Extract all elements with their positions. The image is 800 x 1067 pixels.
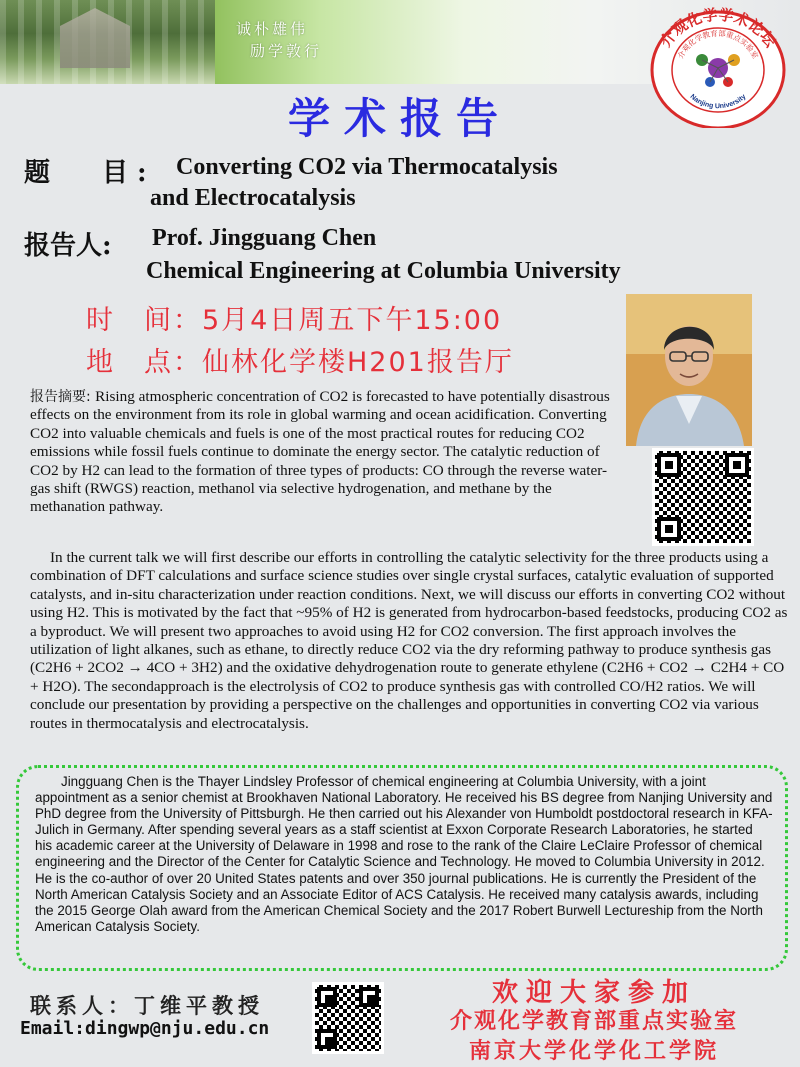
topic-label: 题 目 : [24,158,147,188]
qr-code-abstract [652,448,754,546]
abstract-text-1: Rising atmospheric concentration of CO2 is forecasted to have potentially disastrous effects on the environment from its role in global warming and ocean acidification. Converting CO2 into valuable chemicals and fuels is one of the most practical routes for reducing CO2 emissions while fossil fuels continue to dominate the energy sector. The catalytic reduction of CO2 by H2 can lead to the formation of three types of products: CO through the reverse water-gas shift (RWGS) reaction, methanol via selective hydrogenation, and methane by the methanation pathway. [30,388,610,516]
place-value: 仙林化学楼H201报告厅 [202,347,514,378]
campus-building-image [0,0,215,84]
time-row [86,298,502,337]
speaker-photo [626,294,752,446]
welcome-line-3: 南京大学化学化工学院 [468,1038,719,1064]
abstract-text-2: In the current talk we will first describe our efforts in controlling the catalytic selectivity for the three products using a combination of DFT calculations and surface science studies over single crystal surfaces, catalytic evaluation of supported catalysts, and in-situ characterization under reaction conditions. Next, we will discuss our efforts in converting CO2 without using H2. This is motivated by the fact that ~95% of H2 is generated from hydrocarbon-based feedstocks, producing CO2 as a byproduct. We will present two approaches to avoid using H2 for CO2 conversion. The first approach involves the utilization of light alkanes, such as ethane, to directly reduce CO2 via the dry reforming pathway to produce synthesis gas (C2H6 + 2CO2 → 4CO + 3H2) and the oxidative dehydrogenation route to generate ethylene (C2H6 + CO2 → C2H4 + CO + H2O). The secondapproach is the electrolysis of CO2 to produce synthesis gas with controlled CO/H2 ratios. We will conclude our presentation by providing a perspective on the challenges and opportunities in converting CO2 via various routes in thermocatalysis and electrocatalysis. [30,549,788,732]
speaker-bio-text: Jingguang Chen is the Thayer Lindsley Professor of chemical engineering at Columbia University, with a joint appointment as a senior chemist at Brookhaven National Laboratory. He received his BS degree from Nanjing University and PhD degree from the University of Pittsburgh. He then carried out his Alexander von Humboldt postdoctoral research in KFA-Julich in Germany. After spending several years as a staff scientist at Exxon Corporate Research Laboratories, he started his academic career at the University of Delaware in 1998 and rose to the rank of the Claire LeClaire Professor of chemical engineering and the Director of the Center for Catalytic Science and Technology. He moved to Columbia University in 2012. He is the co-author of over 20 United States patents and over 350 journal publications. He is currently the President of the North American Catalysis Society and an Associate Editor of ACS Catalysis. He received many catalysis awards, including the 2015 George Olah award from the American Chemical Society and the 2017 Robert Burwell Lectureship from the North American Catalysis Society. [35,774,773,934]
university-motto [236,18,322,62]
svg-text:介观化学教育部重点实验室: 介观化学教育部重点实验室 [676,28,760,61]
contact-email[interactable]: Email:dingwp@nju.edu.cn [20,1018,270,1039]
abstract-paragraph-2 [30,549,792,733]
abstract-label: 报告摘要: [30,389,96,405]
time-label: 时 间： [86,305,202,336]
speaker-label: 报告人: [24,231,112,261]
place-row [86,340,514,379]
welcome-line-1: 欢迎大家参加 [491,978,696,1008]
welcome-line-2: 介观化学教育部重点实验室 [449,1008,738,1034]
page-title: 学术报告 [287,94,512,143]
topic-line-1: Converting CO2 via Thermocatalysis [176,154,558,180]
topic-line-2: and Electrocatalysis [150,185,356,211]
speaker-name: Prof. Jingguang Chen [152,225,377,251]
abstract-paragraph-1 [30,388,624,517]
speaker-affiliation: Chemical Engineering at Columbia University [146,258,621,284]
motto-line-1: 诚朴雄伟 [236,20,309,38]
svg-text:介观化学学术论坛: 介观化学学术论坛 [656,5,780,51]
qr-code-contact [312,982,384,1054]
motto-line-2: 励学敦行 [250,42,323,60]
time-value: 5月4日周五下午15:00 [202,305,503,336]
svg-text:Nanjing University: Nanjing University [688,93,748,111]
contact-person: 联系人：丁维平教授 [30,993,264,1018]
place-label: 地 点： [86,347,202,378]
speaker-bio-box [16,765,788,971]
